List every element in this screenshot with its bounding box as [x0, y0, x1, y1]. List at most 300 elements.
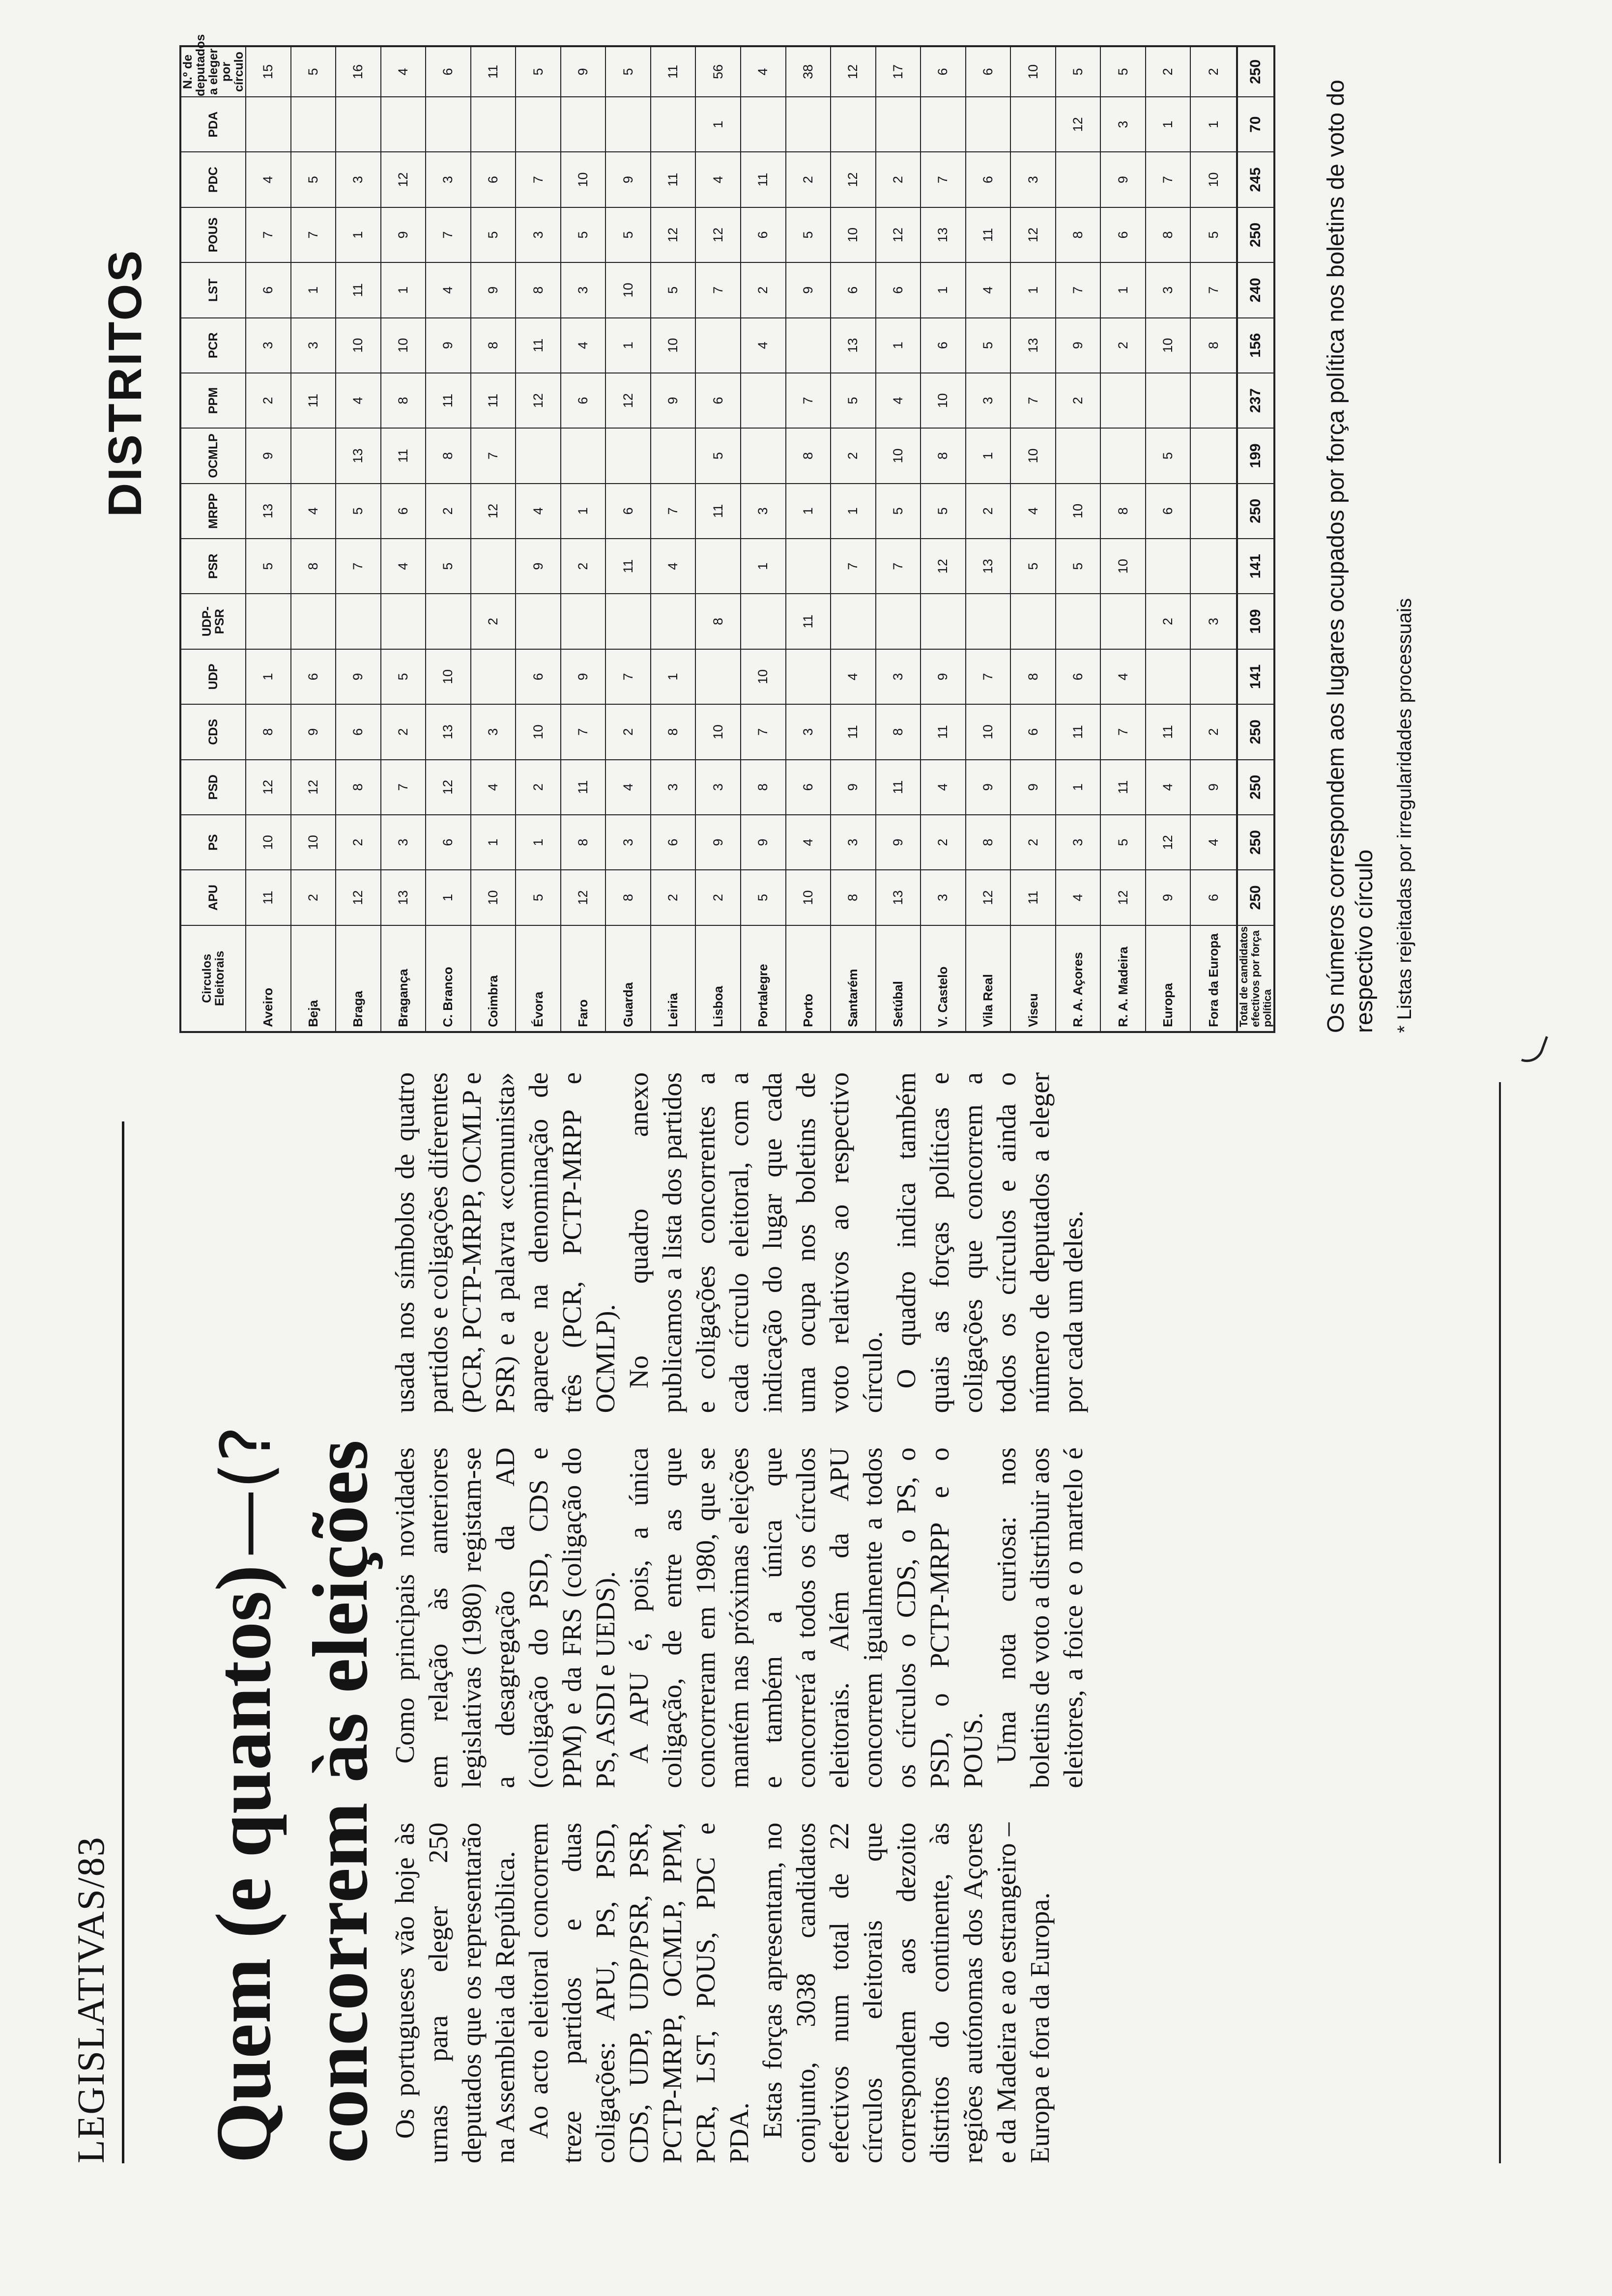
table-cell: 7 — [471, 428, 516, 483]
table-cell — [786, 318, 831, 373]
table-cell: 12 — [246, 760, 291, 815]
table-cell: 2 — [1010, 815, 1056, 870]
table-cell: 4 — [1100, 649, 1146, 704]
table-cell: 12 — [831, 46, 876, 97]
article-paragraph: O quadro indica também quais as forças políticas e coligações que concorrem a todos os círculos e ainda o número de deputados a eleger por cada um deles. — [891, 1072, 1088, 1413]
table-cell — [741, 594, 786, 649]
table-cell: 3 — [1146, 262, 1191, 317]
row-header-circulo: Coimbra — [471, 925, 516, 1032]
table-cell: 2 — [741, 262, 786, 317]
table-cell — [561, 428, 606, 483]
table-cell: 7 — [1010, 373, 1056, 428]
table-cell: 8 — [921, 428, 966, 483]
table-cell — [966, 97, 1011, 152]
table-cell: 5 — [426, 539, 471, 594]
table-cell: 2 — [381, 704, 426, 759]
table-cell — [831, 97, 876, 152]
table-cell: 1 — [966, 428, 1011, 483]
row-header-circulo: Europa — [1146, 925, 1191, 1032]
headline-line-1: Quem (e quantos)—(? — [200, 1426, 287, 2163]
table-cell: 5 — [1056, 539, 1101, 594]
table-cell: 13 — [876, 870, 921, 925]
table-cell: 3 — [336, 152, 381, 207]
table-cell: 4 — [516, 484, 561, 539]
table-cell — [651, 97, 696, 152]
column-header: PCR — [180, 318, 246, 373]
column-header: LST — [180, 262, 246, 317]
table-cell: 1 — [786, 484, 831, 539]
table-cell: 12 — [291, 760, 336, 815]
table-cell — [1056, 594, 1101, 649]
table-cell: 12 — [1010, 207, 1056, 262]
table-cell: 2 — [471, 594, 516, 649]
table-row — [876, 46, 921, 1032]
table-cell: 5 — [1190, 207, 1237, 262]
table-cell — [291, 594, 336, 649]
table-row — [471, 46, 516, 1032]
table-cell: 1 — [741, 539, 786, 594]
table-cell — [1190, 649, 1237, 704]
table-cell: 3 — [876, 649, 921, 704]
table-row — [921, 46, 966, 1032]
column-header: PS — [180, 815, 246, 870]
table-cell: 11 — [246, 870, 291, 925]
table-cell: 9 — [831, 760, 876, 815]
column-header: APU — [180, 870, 246, 925]
table-cell: 10 — [561, 152, 606, 207]
column-header: PDA — [180, 97, 246, 152]
table-cell: 11 — [831, 704, 876, 759]
table-cell: 9 — [605, 152, 651, 207]
table-cell: 6 — [921, 46, 966, 97]
table-cell: 10 — [1056, 484, 1101, 539]
table-cell: 10 — [246, 815, 291, 870]
table-cell: 6 — [426, 815, 471, 870]
table-cell — [471, 97, 516, 152]
table-cell: 2 — [605, 704, 651, 759]
table-cell: 6 — [561, 373, 606, 428]
table-row — [336, 46, 381, 1032]
row-header-circulo: Beja — [291, 925, 336, 1032]
table-cell: 5 — [516, 870, 561, 925]
table-cell — [1190, 484, 1237, 539]
table-cell: 11 — [561, 760, 606, 815]
totals-cell: 141 — [1237, 649, 1274, 704]
article-paragraph: Uma nota curiosa: nos boletins de voto a distribuir aos eleitores, a foice e o martelo é usada nos símbolos de quatro partidos e coligações diferentes (PCR, PCTP-MRPP, OCMLP e PSR) e a palavra «comunista» aparece na denominação de três (PCR, PCTP-MRPP e OCMLP). — [390, 1072, 1088, 1788]
table-cell: 6 — [291, 649, 336, 704]
table-cell: 1 — [1190, 97, 1237, 152]
table-cell: 1 — [1146, 97, 1191, 152]
table-title: DISTRITOS — [99, 248, 151, 517]
table-cell: 9 — [1010, 760, 1056, 815]
article-paragraph: Ao acto eleitoral concorrem treze partidos e duas coligações: APU, PS, PSD, CDS, UDP, UDP/PSR, PSR, PCTP-MRPP, OCMLP, PPM, PCR, LST, POUS, PDC e PDA. — [523, 1822, 754, 2163]
table-cell: 8 — [1056, 207, 1101, 262]
totals-cell: 199 — [1237, 428, 1274, 483]
column-header: UDP-PSR — [180, 594, 246, 649]
table-row — [786, 46, 831, 1032]
table-cell: 3 — [1056, 815, 1101, 870]
table-cell: 6 — [1100, 207, 1146, 262]
table-cell: 9 — [1056, 318, 1101, 373]
table-cell: 10 — [1010, 46, 1056, 97]
table-cell: 11 — [695, 484, 741, 539]
table-cell — [426, 594, 471, 649]
row-header-circulo: C. Branco — [426, 925, 471, 1032]
table-cell: 8 — [786, 428, 831, 483]
table-cell: 4 — [381, 46, 426, 97]
table-cell: 7 — [381, 760, 426, 815]
table-cell: 11 — [1146, 704, 1191, 759]
table-cell: 56 — [695, 46, 741, 97]
table-cell: 13 — [381, 870, 426, 925]
table-row — [1190, 46, 1237, 1032]
table-cell: 9 — [1146, 870, 1191, 925]
table-cell — [336, 97, 381, 152]
table-cell: 2 — [921, 815, 966, 870]
table-cell: 8 — [381, 373, 426, 428]
table-cell: 8 — [1100, 484, 1146, 539]
totals-cell: 109 — [1237, 594, 1274, 649]
table-cell: 2 — [695, 870, 741, 925]
table-cell: 5 — [966, 318, 1011, 373]
table-cell: 9 — [336, 649, 381, 704]
table-cell: 1 — [876, 318, 921, 373]
table-cell: 4 — [605, 760, 651, 815]
table-cell: 6 — [605, 484, 651, 539]
table-cell — [921, 97, 966, 152]
table-cell — [1190, 539, 1237, 594]
table-cell: 9 — [786, 262, 831, 317]
table-cell: 8 — [1010, 649, 1056, 704]
table-cell: 12 — [381, 152, 426, 207]
table-cell: 6 — [516, 649, 561, 704]
table-cell: 1 — [336, 207, 381, 262]
table-cell — [336, 594, 381, 649]
table-cell: 7 — [1056, 262, 1101, 317]
table-cell — [426, 97, 471, 152]
row-header-circulo: Bragança — [381, 925, 426, 1032]
table-cell: 3 — [381, 815, 426, 870]
table-body — [246, 46, 1237, 1032]
table-cell — [1146, 539, 1191, 594]
table-cell: 2 — [1146, 594, 1191, 649]
table-cell: 13 — [426, 704, 471, 759]
header-rule — [122, 1121, 124, 2163]
table-cell: 1 — [561, 484, 606, 539]
table-cell: 10 — [1190, 152, 1237, 207]
table-cell — [291, 428, 336, 483]
table-cell: 6 — [966, 152, 1011, 207]
table-cell: 6 — [426, 46, 471, 97]
table-cell: 3 — [741, 484, 786, 539]
table-cell: 4 — [695, 152, 741, 207]
table-row — [426, 46, 471, 1032]
table-cell: 11 — [471, 373, 516, 428]
table-cell: 12 — [1146, 815, 1191, 870]
table-cell: 6 — [921, 318, 966, 373]
table-cell — [605, 97, 651, 152]
table-cell: 12 — [831, 152, 876, 207]
table-cell: 1 — [1010, 262, 1056, 317]
table-cell — [561, 594, 606, 649]
table-cell: 7 — [426, 207, 471, 262]
table-cell: 12 — [336, 870, 381, 925]
table-cell: 5 — [471, 207, 516, 262]
table-cell: 7 — [291, 207, 336, 262]
table-cell: 5 — [336, 484, 381, 539]
table-cell: 1 — [605, 318, 651, 373]
table-cell: 9 — [1190, 760, 1237, 815]
table-cell — [695, 649, 741, 704]
table-cell: 2 — [651, 870, 696, 925]
table-cell: 10 — [741, 649, 786, 704]
table-cell — [1190, 428, 1237, 483]
table-cell: 10 — [651, 318, 696, 373]
table-cell — [786, 649, 831, 704]
table-cell: 9 — [291, 704, 336, 759]
table-cell: 4 — [651, 539, 696, 594]
table-cell: 1 — [1100, 262, 1146, 317]
table-cell: 9 — [966, 760, 1011, 815]
table-cell: 10 — [426, 649, 471, 704]
table-cell — [516, 97, 561, 152]
table-cell: 13 — [1010, 318, 1056, 373]
table-cell — [741, 428, 786, 483]
row-header-circulo: Fora da Europa — [1190, 925, 1237, 1032]
table-cell: 5 — [561, 207, 606, 262]
table-cell: 7 — [876, 539, 921, 594]
table-cell: 8 — [471, 318, 516, 373]
footer-rule — [1499, 1082, 1501, 2163]
table-cell: 6 — [741, 207, 786, 262]
table-row — [695, 46, 741, 1032]
table-row — [1056, 46, 1101, 1032]
table-cell: 4 — [876, 373, 921, 428]
row-header-circulo: Évora — [516, 925, 561, 1032]
table-cell: 11 — [426, 373, 471, 428]
table-cell: 8 — [695, 594, 741, 649]
table-cell: 1 — [695, 97, 741, 152]
column-header: OCMLP — [180, 428, 246, 483]
column-header: PSR — [180, 539, 246, 594]
table-cell: 7 — [605, 649, 651, 704]
table-cell — [651, 594, 696, 649]
column-header-circulos: Circulos Eleitorais — [180, 925, 246, 1032]
table-cell — [1056, 152, 1101, 207]
table-cell: 6 — [1010, 704, 1056, 759]
table-cell — [516, 428, 561, 483]
table-cell: 5 — [1100, 46, 1146, 97]
table-cell: 8 — [605, 870, 651, 925]
table-cell — [561, 97, 606, 152]
table-cell: 12 — [921, 539, 966, 594]
table-cell: 1 — [471, 815, 516, 870]
table-row — [741, 46, 786, 1032]
row-header-circulo: Braga — [336, 925, 381, 1032]
totals-cell: 250 — [1237, 870, 1274, 925]
table-cell: 5 — [1146, 428, 1191, 483]
column-header: N.º de deputados a eleger por círculo — [181, 34, 246, 97]
table-row — [561, 46, 606, 1032]
table-cell: 11 — [876, 760, 921, 815]
table-cell: 7 — [741, 704, 786, 759]
table-cell: 4 — [381, 539, 426, 594]
table-cell: 6 — [876, 262, 921, 317]
table-cell: 7 — [561, 704, 606, 759]
table-cell: 6 — [471, 152, 516, 207]
table-cell: 5 — [695, 428, 741, 483]
footnote-asterisk: * Listas rejeitadas por irregularidades processuais — [1394, 598, 1415, 1033]
table-cell: 8 — [876, 704, 921, 759]
table-cell: 4 — [741, 46, 786, 97]
table-cell: 1 — [651, 649, 696, 704]
table-cell: 9 — [471, 262, 516, 317]
table-cell — [741, 97, 786, 152]
districts-table-container — [179, 34, 1275, 1033]
table-cell: 2 — [786, 152, 831, 207]
totals-cell: 250 — [1237, 207, 1274, 262]
table-cell — [786, 539, 831, 594]
table-cell: 8 — [336, 760, 381, 815]
page-header — [59, 1117, 133, 2163]
table-cell: 1 — [921, 262, 966, 317]
table-cell: 6 — [651, 815, 696, 870]
table-row — [291, 46, 336, 1032]
table-cell: 5 — [1056, 46, 1101, 97]
table-cell: 7 — [246, 207, 291, 262]
table-cell: 8 — [966, 815, 1011, 870]
table-cell: 3 — [426, 152, 471, 207]
table-cell: 5 — [291, 152, 336, 207]
table-cell — [471, 649, 516, 704]
table-cell: 3 — [1100, 97, 1146, 152]
table-cell: 11 — [786, 594, 831, 649]
table-cell: 6 — [966, 46, 1011, 97]
table-cell: 8 — [561, 815, 606, 870]
table-cell — [1010, 97, 1056, 152]
table-cell: 2 — [966, 484, 1011, 539]
table-cell: 13 — [246, 484, 291, 539]
table-cell — [1100, 428, 1146, 483]
totals-cell: 240 — [1237, 262, 1274, 317]
table-cell: 5 — [246, 539, 291, 594]
table-cell: 1 — [426, 870, 471, 925]
table-row — [831, 46, 876, 1032]
table-cell: 5 — [605, 46, 651, 97]
table-cell: 10 — [291, 815, 336, 870]
table-cell: 2 — [1190, 46, 1237, 97]
table-cell: 3 — [695, 760, 741, 815]
table-cell — [695, 318, 741, 373]
table-cell — [966, 594, 1011, 649]
footnote-main: Os números correspondem aos lugares ocupados por força política nos boletins de voto do respectivo círculo — [1323, 80, 1378, 1033]
table-cell: 4 — [741, 318, 786, 373]
table-cell — [291, 97, 336, 152]
table-cell: 16 — [336, 46, 381, 97]
table-cell: 7 — [1100, 704, 1146, 759]
table-cell: 12 — [695, 207, 741, 262]
table-cell: 11 — [1056, 704, 1101, 759]
table-row — [651, 46, 696, 1032]
table-cell: 5 — [831, 373, 876, 428]
table-cell: 3 — [561, 262, 606, 317]
table-cell — [605, 428, 651, 483]
table-cell — [471, 539, 516, 594]
table-cell: 4 — [921, 760, 966, 815]
table-cell: 9 — [516, 539, 561, 594]
table-cell — [1146, 373, 1191, 428]
table-row — [1010, 46, 1056, 1032]
table-cell: 12 — [1100, 870, 1146, 925]
table-cell: 7 — [966, 649, 1011, 704]
table-cell: 8 — [1146, 207, 1191, 262]
table-cell: 3 — [471, 704, 516, 759]
table-cell: 13 — [831, 318, 876, 373]
table-cell: 8 — [426, 428, 471, 483]
table-cell — [876, 594, 921, 649]
totals-cell: 237 — [1237, 373, 1274, 428]
column-header: MRPP — [180, 484, 246, 539]
table-cell: 4 — [831, 649, 876, 704]
table-cell: 12 — [876, 207, 921, 262]
table-cell: 3 — [651, 760, 696, 815]
row-header-circulo: Porto — [786, 925, 831, 1032]
row-header-circulo: Guarda — [605, 925, 651, 1032]
table-cell: 11 — [471, 46, 516, 97]
table-cell: 7 — [921, 152, 966, 207]
headline-line-2: concorrem às eleições — [296, 1440, 384, 2163]
table-cell: 6 — [246, 262, 291, 317]
table-cell: 7 — [516, 152, 561, 207]
table-cell: 1 — [381, 262, 426, 317]
table-cell: 9 — [246, 428, 291, 483]
column-header: POUS — [180, 207, 246, 262]
table-cell: 13 — [921, 207, 966, 262]
table-cell — [695, 539, 741, 594]
column-header: PPM — [180, 373, 246, 428]
table-cell — [1100, 594, 1146, 649]
table-cell: 1 — [831, 484, 876, 539]
table-cell: 4 — [786, 815, 831, 870]
table-cell: 6 — [695, 373, 741, 428]
table-cell: 4 — [1056, 870, 1101, 925]
table-cell: 11 — [291, 373, 336, 428]
table-cell: 11 — [605, 539, 651, 594]
table-cell: 5 — [741, 870, 786, 925]
article-body — [388, 1072, 1479, 2163]
table-cell: 7 — [786, 373, 831, 428]
table-cell: 5 — [921, 484, 966, 539]
table-row — [381, 46, 426, 1032]
table-cell: 3 — [966, 373, 1011, 428]
table-cell: 9 — [426, 318, 471, 373]
table-cell: 10 — [605, 262, 651, 317]
table-cell: 38 — [786, 46, 831, 97]
table-cell: 11 — [516, 318, 561, 373]
table-cell: 9 — [1100, 152, 1146, 207]
table-cell: 8 — [246, 704, 291, 759]
table-cell: 12 — [426, 760, 471, 815]
column-header: PSD — [180, 760, 246, 815]
table-totals-row — [1237, 46, 1274, 1032]
table-cell: 10 — [876, 428, 921, 483]
table-row — [966, 46, 1011, 1032]
table-cell: 6 — [1146, 484, 1191, 539]
column-header: UDP — [180, 649, 246, 704]
table-cell: 4 — [246, 152, 291, 207]
table-cell: 4 — [1010, 484, 1056, 539]
table-cell: 9 — [921, 649, 966, 704]
